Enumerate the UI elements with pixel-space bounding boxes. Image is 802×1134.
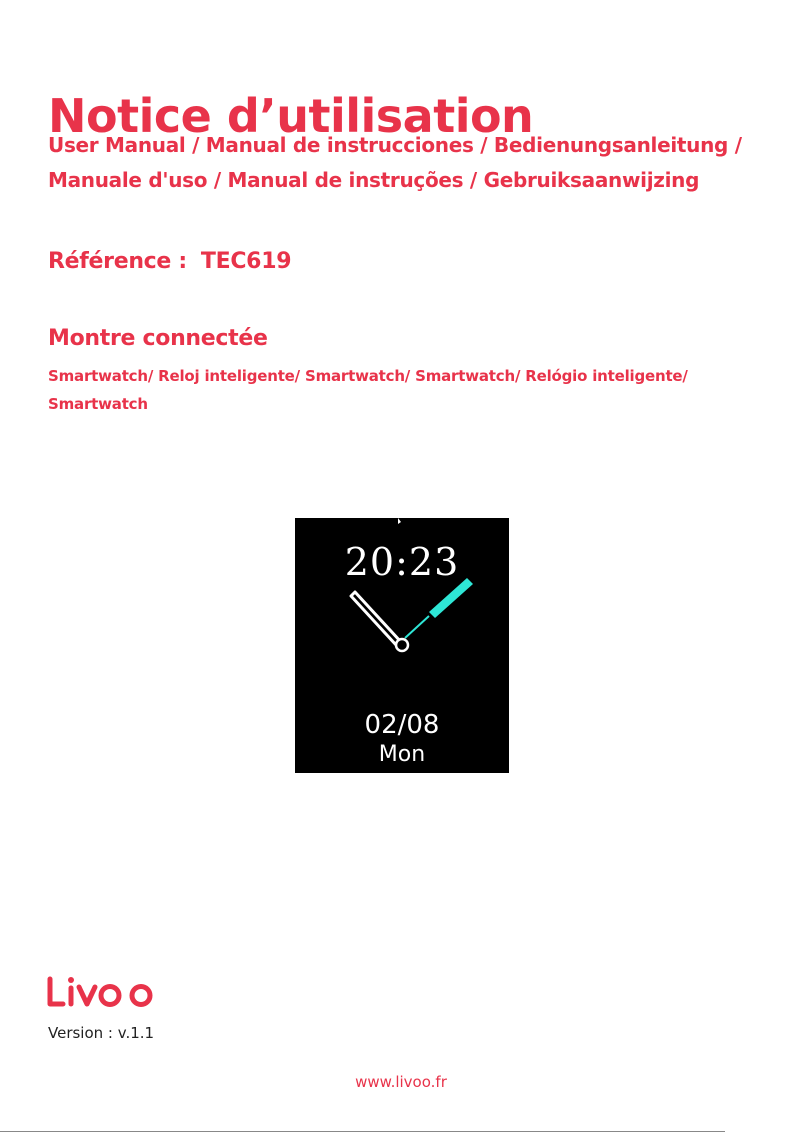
manual-translations-line-2: Manuale d'uso / Manual de instruções / Gebruiksaanwijzing (48, 168, 700, 192)
reference (48, 249, 291, 274)
product-translations-line-2: Smartwatch (48, 395, 148, 413)
product-translations (48, 362, 728, 418)
hand-pivot (396, 639, 408, 651)
status-indicator-icon (398, 518, 401, 524)
livoo-logo (46, 972, 158, 1008)
website-link[interactable]: www.livoo.fr (355, 1073, 447, 1091)
reference-value: TEC619 (200, 249, 292, 274)
watch-date: 02/08 (364, 710, 440, 740)
watch-day: Mon (378, 742, 426, 767)
product-translations-line-1: Smartwatch/ Reloj inteligente/ Smartwatch/ Smartwatch/ Relógio inteligente/ (48, 367, 688, 385)
manual-translations-line-1: User Manual / Manual de instrucciones / Bedienungsanleitung / (48, 133, 742, 157)
version-label: Version : v.1.1 (48, 1024, 155, 1042)
product-name: Montre connectée (48, 326, 268, 351)
hour-hand (351, 592, 401, 646)
watch-screen-image (295, 518, 509, 773)
minute-hand (405, 578, 473, 638)
footer-divider (0, 1131, 725, 1132)
watch-time: 20:23 (344, 540, 460, 584)
manual-translations (48, 128, 768, 198)
document-title: Notice d’utilisation (48, 88, 534, 143)
reference-label: Référence : (48, 249, 187, 274)
